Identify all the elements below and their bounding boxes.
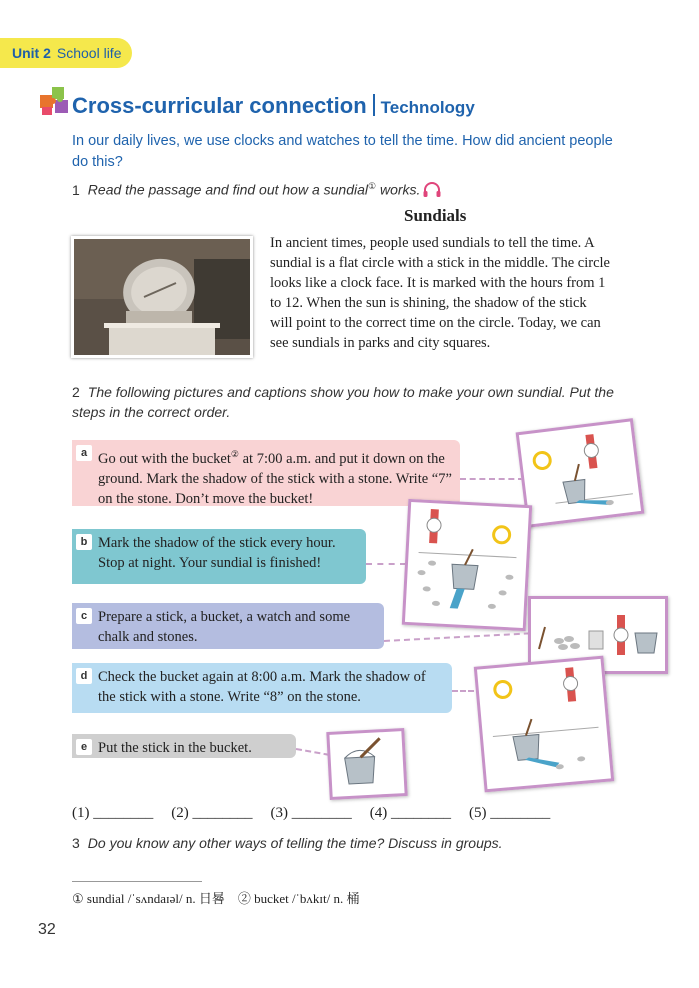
step-letter: d [76, 668, 92, 684]
footnote-1: ① sundial /ˈsʌndaɪəl/ n. 日晷 [72, 891, 225, 906]
step-b-caption [72, 529, 366, 584]
connector-line [296, 748, 330, 756]
connector-line [460, 478, 524, 480]
step-letter: c [76, 608, 92, 624]
step-letter: a [76, 445, 92, 461]
sundial-illustration [74, 239, 250, 355]
answer-blank-4[interactable]: (4) ________ [369, 805, 451, 821]
question-3 [72, 835, 503, 851]
answer-blanks [72, 805, 568, 822]
answer-blank-1[interactable]: (1) ________ [72, 805, 154, 821]
step-letter: b [76, 534, 92, 550]
section-title-text: Cross-curricular connection [72, 93, 367, 118]
footnotes [72, 888, 360, 907]
unit-title: School life [56, 45, 122, 61]
question-3-text: Do you know any other ways of telling the time? Discuss in groups. [87, 835, 503, 851]
puzzle-icon [38, 83, 72, 117]
footnote-divider [72, 881, 202, 882]
answer-blank-2[interactable]: (2) ________ [171, 805, 253, 821]
step-a-caption [72, 440, 460, 506]
section-subject: Technology [380, 98, 475, 117]
step-a-text-2: at 7:00 a.m. and put it down on the ground. Mark the shadow of the stick with a stone. Write “7” on the stone. Don’t move the bucket! [98, 450, 452, 507]
headphones-icon[interactable] [422, 181, 442, 199]
question-number: 3 [72, 835, 80, 851]
sundial-bucket-illustration [519, 422, 641, 525]
passage-title: Sundials [404, 206, 467, 225]
unit-header [12, 45, 121, 61]
bucket-stick-illustration [329, 731, 404, 797]
intro-text: In our daily lives, we use clocks and watches to tell the time. How did ancient people do this? [72, 133, 613, 170]
step-a-text-1: Go out with the bucket [98, 450, 231, 467]
question-1 [72, 181, 420, 198]
step-c-caption [72, 603, 384, 649]
connector-line [366, 563, 406, 565]
step-b-picture [402, 499, 532, 631]
question-1-text-a: Read the passage and find out how a sundial [87, 181, 369, 198]
step-e-picture [326, 728, 407, 800]
section-title [72, 93, 475, 119]
page-number: 32 [38, 921, 56, 938]
answer-blank-5[interactable]: (5) ________ [469, 805, 551, 821]
step-d-caption [72, 663, 452, 713]
question-number: 1 [72, 181, 80, 198]
sundial-photo [71, 236, 253, 358]
finished-sundial-illustration [405, 502, 529, 628]
step-e-text: Put the stick in the bucket. [98, 740, 252, 756]
answer-blank-3[interactable]: (3) ________ [270, 805, 352, 821]
title-divider [373, 94, 375, 116]
step-e-caption [72, 734, 296, 758]
step-b-text: Mark the shadow of the stick every hour. Stop at night. Your sundial is finished! [98, 535, 336, 571]
question-2-text: The following pictures and captions show you how to make your own sundial. Put the steps in the correct order. [72, 384, 614, 420]
footnote-mark-2: ② [230, 449, 239, 459]
question-number: 2 [72, 384, 80, 400]
step-d-text: Check the bucket again at 8:00 a.m. Mark the shadow of the stick with a stone. Write “8” on the stone. [98, 669, 426, 705]
footnote-mark-1: ① [368, 181, 377, 191]
step-c-text: Prepare a stick, a bucket, a watch and some chalk and stones. [98, 609, 351, 645]
unit-label: Unit 2 [12, 45, 51, 61]
step-a-picture [516, 418, 645, 528]
connector-line [384, 632, 530, 642]
footnote-2: ② bucket /ˈbʌkɪt/ n. 桶 [237, 891, 360, 906]
step-letter: e [76, 739, 92, 755]
sundial-second-stone-illustration [477, 659, 611, 789]
passage-text: In ancient times, people used sundials to tell the time. A sundial is a flat circle with a stick in the middle. The circle looks like a clock face. It is marked with the hours from 1 to 12. When the sun is shining, the shadow of the stick will point to the correct time on the circle. Today, we can see sundials in parks and city squares. [270, 235, 610, 351]
step-d-picture [474, 656, 614, 793]
question-1-text-b: works. [379, 181, 421, 198]
question-2 [72, 382, 632, 422]
